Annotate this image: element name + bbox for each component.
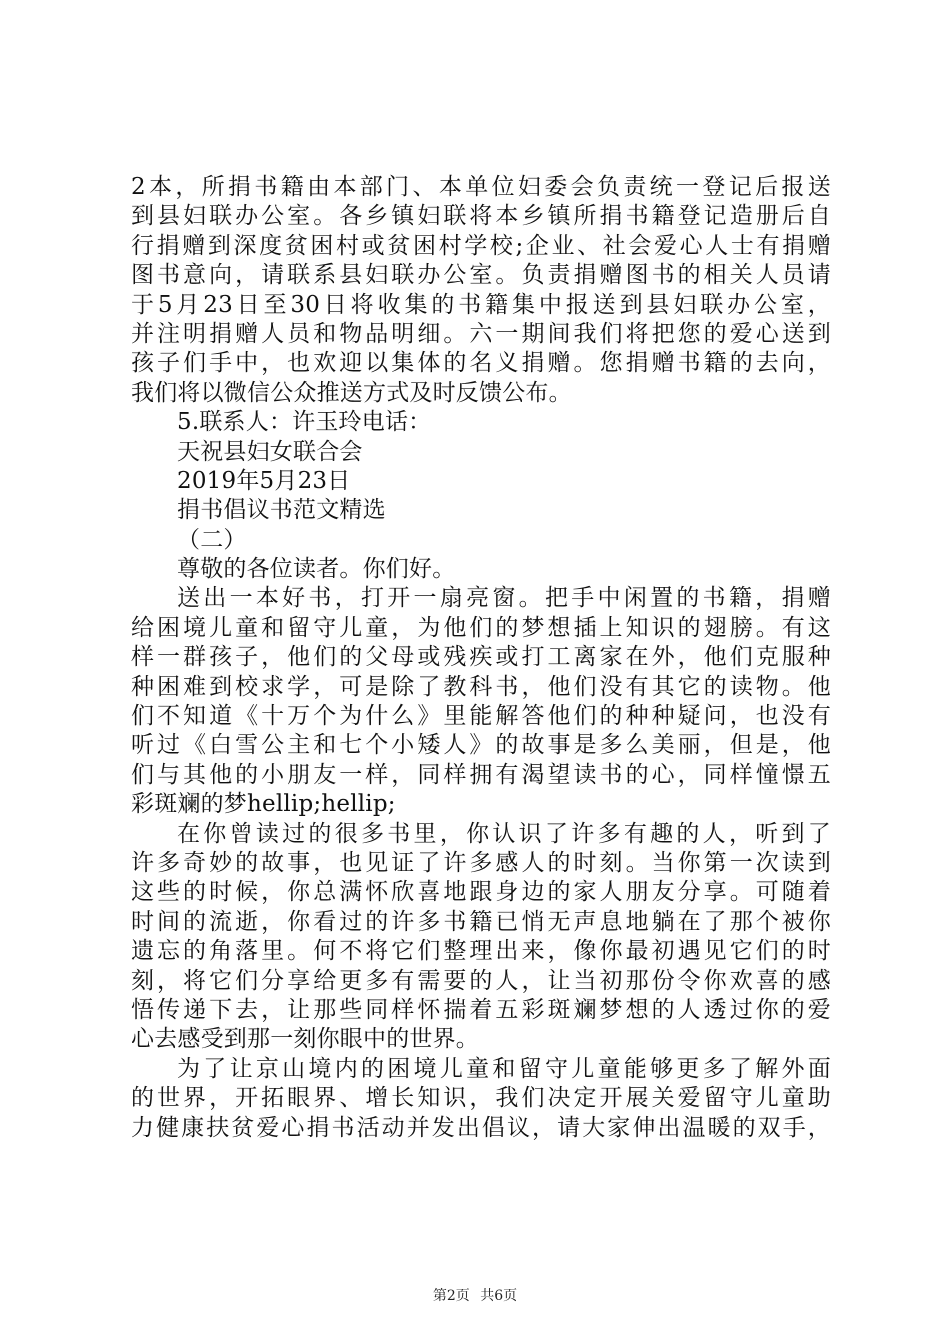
text-line: 2019年5月23日 <box>177 467 351 494</box>
text-line: 在你曾读过的很多书里，你认识了许多有趣的人，听到了 <box>177 820 831 847</box>
text-line: 天祝县妇女联合会 <box>177 438 363 465</box>
text-line: 我们将以微信公众推送方式及时反馈公布。 <box>131 379 572 406</box>
document-body <box>131 173 831 1143</box>
text-line: 心去感受到那一刻你眼中的世界。 <box>131 1026 479 1053</box>
text-line: 时间的流逝，你看过的许多书籍已悄无声息地躺在了那个被你 <box>131 908 831 935</box>
text-line: 悟传递下去，让那些同样怀揣着五彩斑斓梦想的人透过你的爱 <box>131 996 831 1023</box>
page-total: 共6页 <box>480 1288 518 1304</box>
text-line: 的世界，开拓眼界、增长知识，我们决定开展关爱留守儿童助 <box>131 1085 831 1112</box>
text-line: 到县妇联办公室。各乡镇妇联将本乡镇所捐书籍登记造册后自 <box>131 203 831 230</box>
text-line: 许多奇妙的故事，也见证了许多感人的时刻。当你第一次读到 <box>131 849 831 876</box>
text-line: 并注明捐赠人员和物品明细。六一期间我们将把您的爱心送到 <box>131 320 831 347</box>
text-line: 种困难到校求学，可是除了教科书，他们没有其它的读物。他 <box>131 673 831 700</box>
text-line: 为了让京山境内的困境儿童和留守儿童能够更多了解外面 <box>177 1055 831 1082</box>
text-line: 样一群孩子，他们的父母或残疾或打工离家在外，他们克服种 <box>131 644 831 671</box>
text-line: 行捐赠到深度贫困村或贫困村学校;企业、社会爱心人士有捐赠 <box>131 232 831 259</box>
text-line: 彩斑斓的梦hellip;hellip; <box>131 791 396 818</box>
text-line: （二） <box>177 526 247 553</box>
text-line: 遗忘的角落里。何不将它们整理出来，像你最初遇见它们的时 <box>131 938 831 965</box>
text-line: 图书意向，请联系县妇联办公室。负责捐赠图书的相关人员请 <box>131 262 831 289</box>
text-line: 2本，所捐书籍由本部门、本单位妇委会负责统一登记后报送 <box>131 174 831 200</box>
text-line: 们与其他的小朋友一样，同样拥有渴望读书的心，同样憧憬五 <box>131 761 831 788</box>
text-line: 捐书倡议书范文精选 <box>177 497 386 524</box>
text-line: 这些的时候，你总满怀欣喜地跟身边的家人朋友分享。可随着 <box>131 879 831 906</box>
text-line: 刻，将它们分享给更多有需要的人，让当初那份令你欢喜的感 <box>131 967 831 994</box>
text-line: 听过《白雪公主和七个小矮人》的故事是多么美丽，但是，他 <box>131 732 831 759</box>
text-line: 孩子们手中，也欢迎以集体的名义捐赠。您捐赠书籍的去向， <box>131 350 831 377</box>
text-line: 于5月23日至30日将收集的书籍集中报送到县妇联办公室， <box>131 291 831 318</box>
text-line: 送出一本好书，打开一扇亮窗。把手中闲置的书籍，捐赠 <box>177 585 831 612</box>
text-line: 给困境儿童和留守儿童，为他们的梦想插上知识的翅膀。有这 <box>131 614 831 641</box>
text-line: 们不知道《十万个为什么》里能解答他们的种种疑问，也没有 <box>131 703 831 730</box>
text-line: 力健康扶贫爱心捐书活动并发出倡议，请大家伸出温暖的双手， <box>131 1114 831 1141</box>
text-line: 5.联系人：许玉玲电话： <box>177 409 432 436</box>
text-line: 尊敬的各位读者。你们好。 <box>177 556 456 583</box>
page-number: 第2页 <box>432 1288 470 1304</box>
page-footer <box>0 1286 950 1306</box>
